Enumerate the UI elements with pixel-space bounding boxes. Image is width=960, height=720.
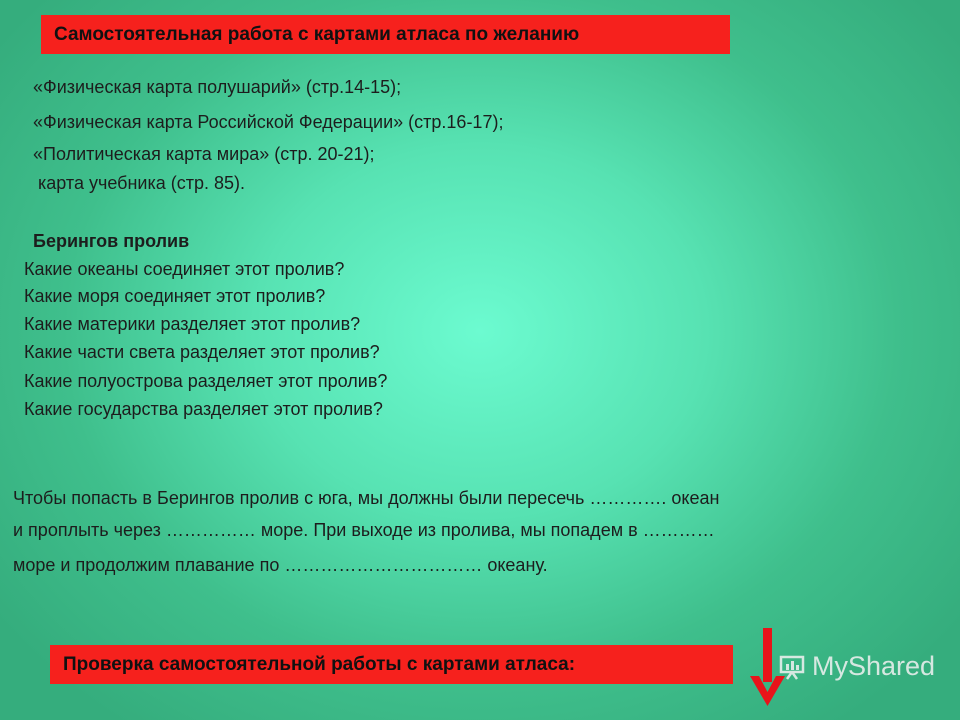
- question-item: Какие государства разделяет этот пролив?: [24, 399, 383, 419]
- fill-in-line: море и продолжим плавание по …………………………… океану.: [13, 555, 548, 575]
- map-item: «Политическая карта мира» (стр. 20-21);: [33, 144, 375, 164]
- question-item: Какие материки разделяет этот пролив?: [24, 314, 361, 334]
- watermark-text: MyShared: [812, 651, 936, 681]
- title-banner: Самостоятельная работа с картами атласа по желанию: [41, 15, 730, 54]
- watermark: [778, 651, 935, 682]
- fill-in-line: и проплыть через …………… море. При выходе из пролива, мы попадем в …………: [13, 520, 715, 540]
- question-item: Какие полуострова разделяет этот пролив?: [24, 371, 388, 391]
- question-item: Какие моря соединяет этот пролив?: [24, 286, 326, 306]
- fill-in-line: Чтобы попасть в Берингов пролив с юга, мы должны были пересечь …………. океан: [13, 488, 720, 508]
- presentation-icon: [778, 653, 806, 681]
- question-item: Какие части света разделяет этот пролив?: [24, 342, 380, 362]
- map-item: «Физическая карта полушарий» (стр.14-15);: [33, 77, 402, 97]
- map-item: карта учебника (стр. 85).: [38, 173, 245, 193]
- section-title: Берингов пролив: [33, 231, 190, 251]
- map-item: «Физическая карта Российской Федерации» (стр.16-17);: [33, 112, 504, 132]
- check-banner: Проверка самостоятельной работы с картами атласа:: [50, 645, 733, 684]
- question-item: Какие океаны соединяет этот пролив?: [24, 259, 345, 279]
